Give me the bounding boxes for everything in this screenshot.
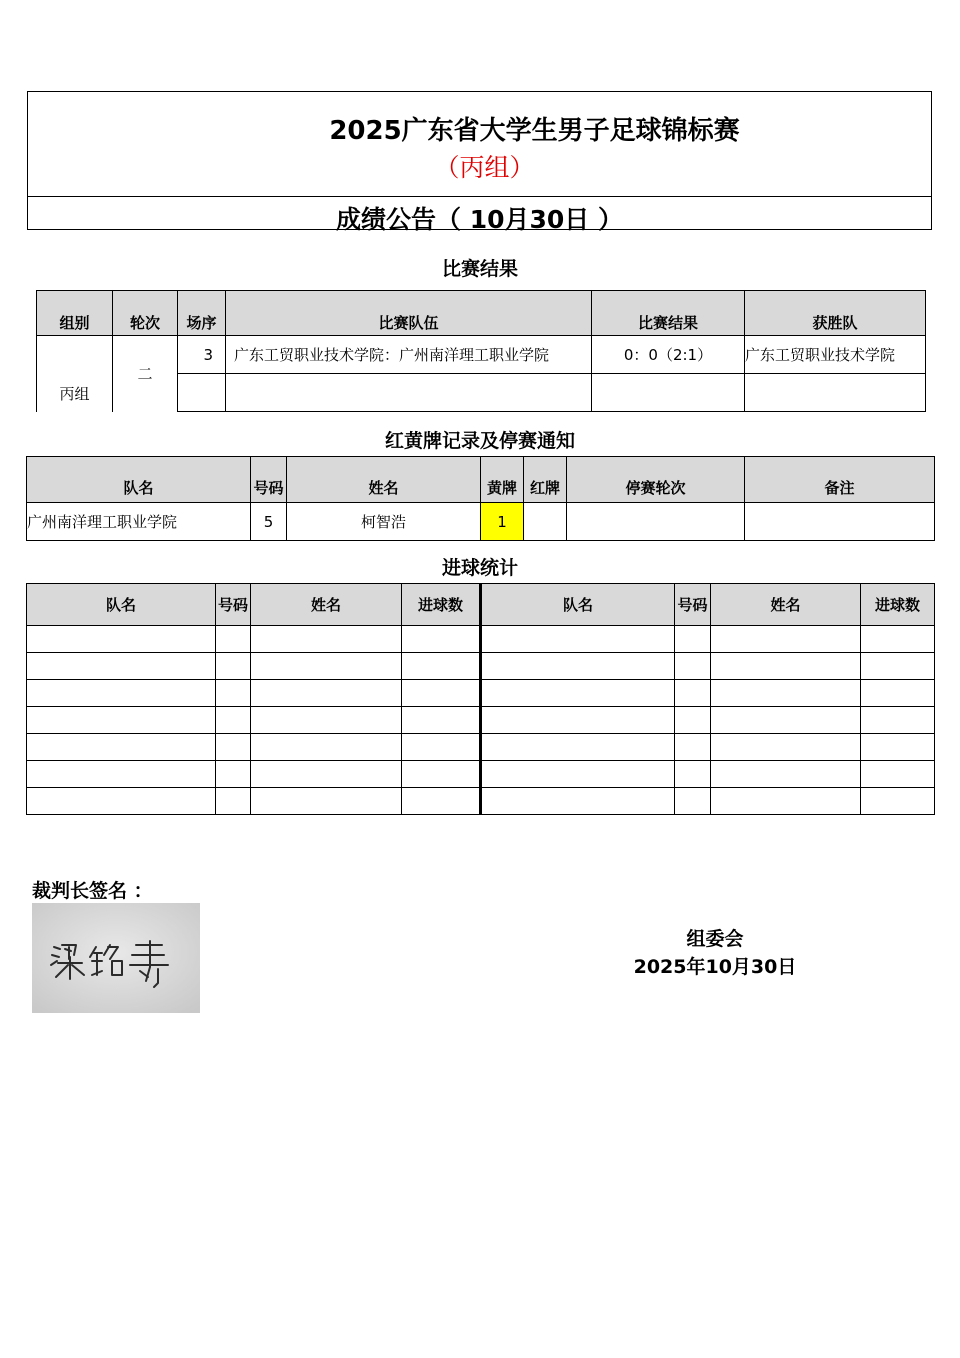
column-header: 队名 — [481, 584, 675, 626]
column-header: 轮次 — [113, 291, 178, 336]
empty-cell — [216, 680, 251, 707]
empty-cell — [675, 788, 711, 815]
table-row — [27, 653, 935, 680]
empty-cell — [27, 653, 216, 680]
empty-cell — [745, 374, 926, 412]
empty-cell — [251, 734, 402, 761]
group-subtitle: （丙组） — [434, 153, 535, 182]
yellow-card-cell: 1 — [481, 503, 524, 541]
empty-cell — [216, 734, 251, 761]
team-cell: 广州南洋理工职业学院 — [27, 503, 251, 541]
table-row — [27, 680, 935, 707]
empty-cell — [861, 734, 935, 761]
column-header: 获胜队 — [745, 291, 926, 336]
teams-cell: 广东工贸职业技术学院：广州南洋理工职业学院 — [226, 336, 592, 374]
column-header: 号码 — [216, 584, 251, 626]
table-row — [37, 336, 926, 374]
column-header: 进球数 — [861, 584, 935, 626]
page-title: 2025广东省大学生男子足球锦标赛 — [329, 116, 740, 146]
empty-cell — [402, 626, 481, 653]
empty-cell — [711, 653, 861, 680]
empty-cell — [27, 734, 216, 761]
empty-cell — [178, 374, 226, 412]
empty-cell — [861, 653, 935, 680]
empty-cell — [216, 653, 251, 680]
empty-cell — [481, 653, 675, 680]
empty-cell — [861, 626, 935, 653]
empty-cell — [481, 626, 675, 653]
column-header: 组别 — [37, 291, 113, 336]
column-header: 黄牌 — [481, 457, 524, 503]
empty-cell — [402, 707, 481, 734]
table-header-row — [27, 584, 935, 626]
empty-cell — [711, 626, 861, 653]
empty-cell — [216, 707, 251, 734]
suspension-cell — [567, 503, 745, 541]
empty-cell — [481, 788, 675, 815]
goals-table — [26, 583, 935, 815]
empty-cell — [402, 734, 481, 761]
empty-cell — [216, 626, 251, 653]
empty-cell — [251, 761, 402, 788]
empty-cell — [675, 626, 711, 653]
empty-cell — [216, 788, 251, 815]
empty-cell — [27, 761, 216, 788]
table-row — [27, 707, 935, 734]
empty-cell — [481, 734, 675, 761]
empty-cell — [861, 680, 935, 707]
empty-cell — [861, 761, 935, 788]
empty-cell — [402, 788, 481, 815]
empty-cell — [27, 707, 216, 734]
winner-cell: 广东工贸职业技术学院 — [745, 336, 926, 374]
organizer-label: 组委会 — [686, 928, 744, 950]
column-header: 停赛轮次 — [567, 457, 745, 503]
empty-cell — [675, 761, 711, 788]
match-results-table — [36, 290, 926, 412]
table-row — [27, 626, 935, 653]
empty-cell — [675, 707, 711, 734]
empty-cell — [251, 788, 402, 815]
column-header: 比赛结果 — [592, 291, 745, 336]
empty-cell — [251, 653, 402, 680]
empty-cell — [711, 788, 861, 815]
column-header: 红牌 — [524, 457, 567, 503]
column-header: 姓名 — [287, 457, 481, 503]
empty-cell — [481, 707, 675, 734]
empty-cell — [402, 761, 481, 788]
goals-table-body — [27, 626, 935, 815]
empty-cell — [481, 680, 675, 707]
header-box — [27, 91, 932, 234]
announcement-title: 成绩公告（ 10月30日 ） — [336, 205, 623, 234]
empty-cell — [711, 761, 861, 788]
number-cell: 5 — [251, 503, 287, 541]
empty-cell — [675, 680, 711, 707]
empty-cell — [251, 707, 402, 734]
table-row — [27, 761, 935, 788]
column-header: 姓名 — [251, 584, 402, 626]
table-header-row — [37, 291, 926, 336]
referee-signature-label: 裁判长签名 ： — [32, 880, 153, 902]
column-header: 场序 — [178, 291, 226, 336]
empty-cell — [481, 761, 675, 788]
empty-cell — [226, 374, 592, 412]
red-card-cell — [524, 503, 567, 541]
signature-image — [32, 903, 200, 1013]
empty-cell — [402, 680, 481, 707]
goals-section-title: 进球统计 — [441, 557, 518, 579]
column-header: 备注 — [745, 457, 935, 503]
empty-cell — [675, 653, 711, 680]
cards-table — [26, 456, 935, 541]
empty-cell — [592, 374, 745, 412]
empty-cell — [711, 680, 861, 707]
result-cell: 0：0（2:1） — [592, 336, 745, 374]
footer-date: 2025年10月30日 — [633, 956, 797, 978]
column-header: 姓名 — [711, 584, 861, 626]
empty-cell — [711, 707, 861, 734]
empty-cell — [27, 788, 216, 815]
empty-cell — [711, 734, 861, 761]
column-header: 队名 — [27, 457, 251, 503]
column-header: 比赛队伍 — [226, 291, 592, 336]
empty-cell — [216, 761, 251, 788]
table-row — [27, 788, 935, 815]
empty-cell — [251, 680, 402, 707]
empty-cell — [251, 626, 402, 653]
column-header: 队名 — [27, 584, 216, 626]
empty-cell — [861, 788, 935, 815]
table-header-row — [27, 457, 935, 503]
group-cell: 丙组 — [37, 336, 113, 412]
match-results-title: 比赛结果 — [441, 258, 518, 280]
empty-cell — [27, 680, 216, 707]
round-cell: 二 — [113, 336, 178, 412]
column-header: 号码 — [675, 584, 711, 626]
empty-cell — [402, 653, 481, 680]
cards-section-title: 红黄牌记录及停赛通知 — [384, 430, 575, 452]
empty-cell — [27, 626, 216, 653]
player-name-cell: 柯智浩 — [287, 503, 481, 541]
table-row — [27, 734, 935, 761]
table-row — [27, 503, 935, 541]
column-header: 进球数 — [402, 584, 481, 626]
header-divider — [28, 196, 931, 197]
seq-cell: 3 — [178, 336, 226, 374]
empty-cell — [861, 707, 935, 734]
note-cell — [745, 503, 935, 541]
column-header: 号码 — [251, 457, 287, 503]
empty-cell — [675, 734, 711, 761]
